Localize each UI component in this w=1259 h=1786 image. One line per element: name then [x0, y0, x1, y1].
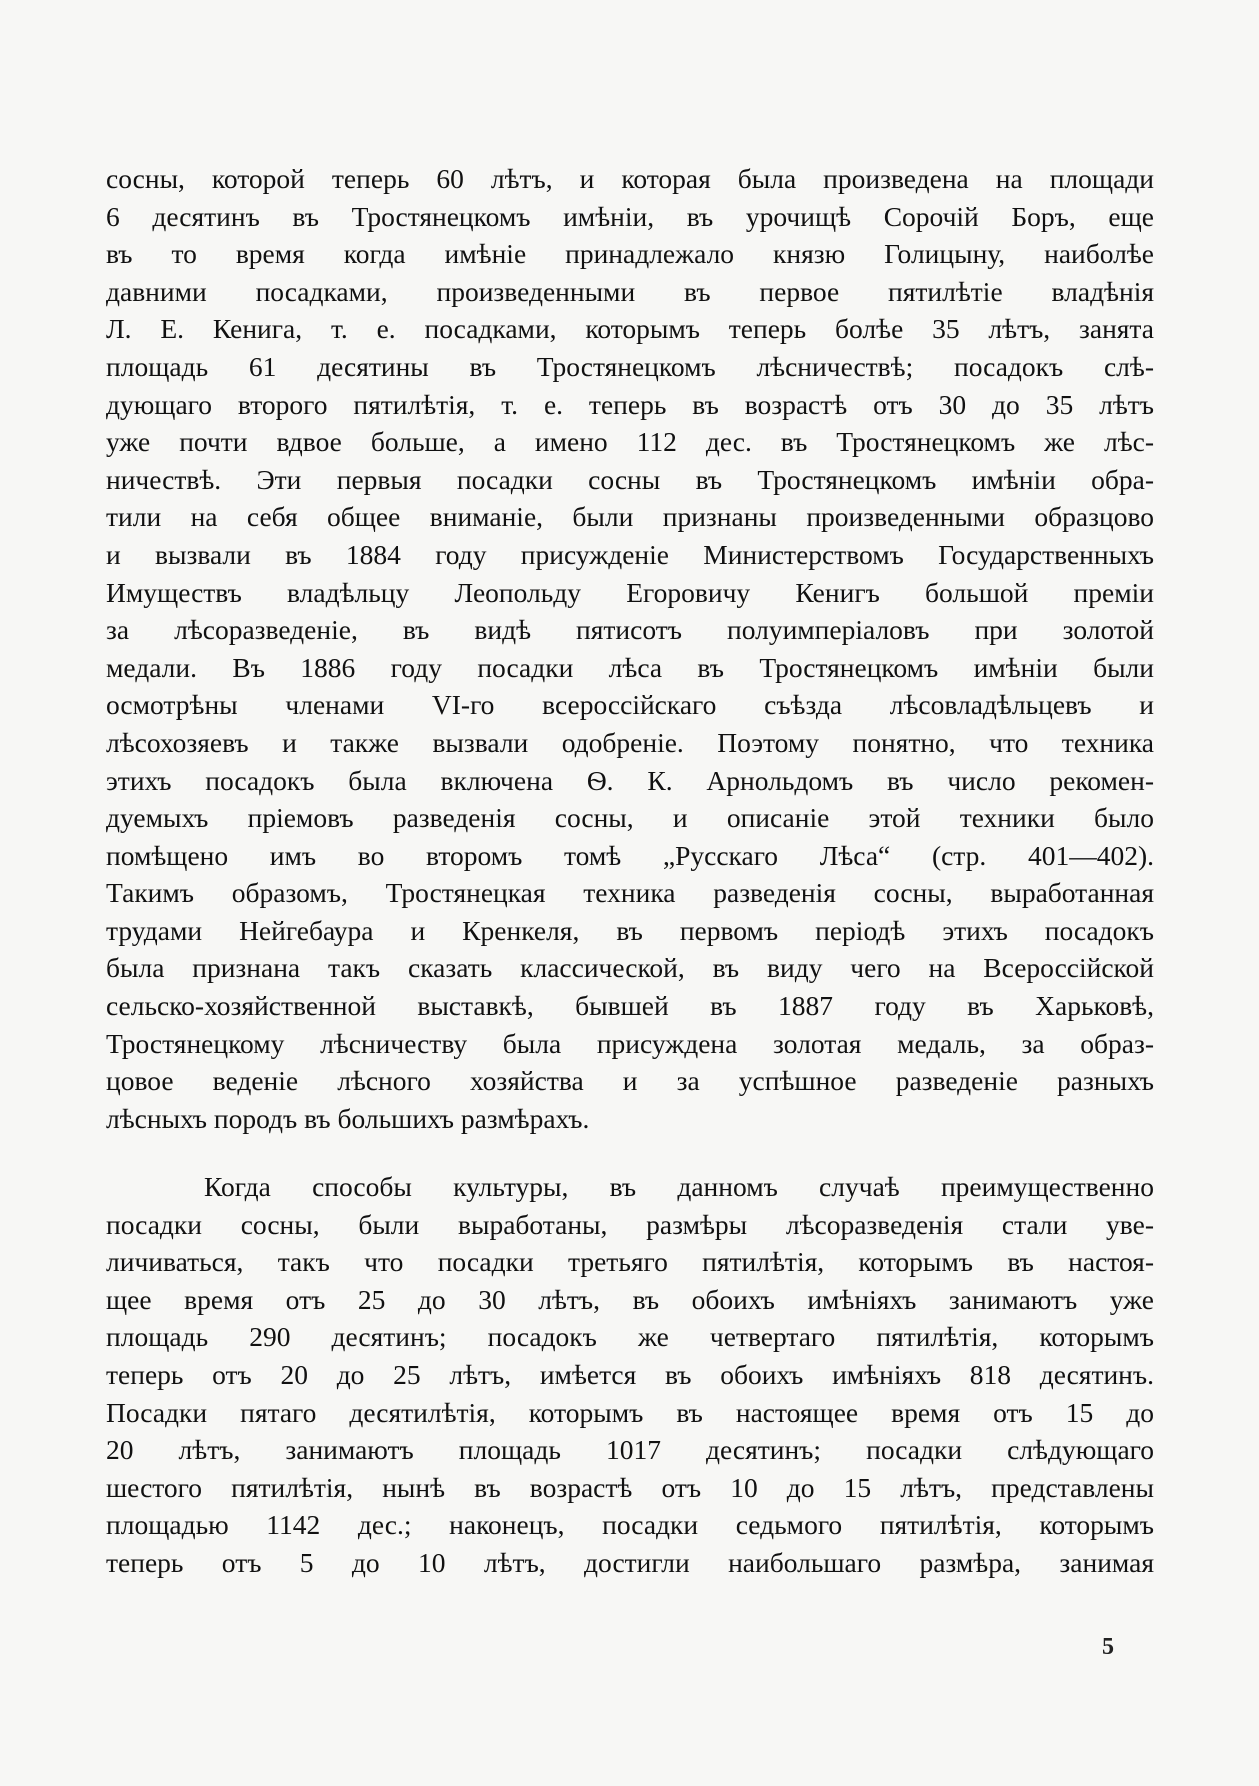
text-line: Тростянецкому лѣсничеству была присуждена золотая медаль, за образ-: [106, 1027, 1154, 1059]
text-line: сельско-хозяйственной выставкѣ, бывшей въ 1887 году въ Харьковѣ,: [106, 990, 1154, 1022]
text-line: площадью 1142 дес.; наконецъ, посадки седьмого пятилѣтія, которымъ: [106, 1509, 1154, 1541]
text-line: 20 лѣтъ, занимаютъ площадь 1017 десятинъ; посадки слѣдующаго: [106, 1434, 1154, 1466]
text-line: площадь 61 десятины въ Тростянецкомъ лѣсничествѣ; посадокъ слѣ-: [106, 350, 1154, 382]
text-line: Имуществъ владѣльцу Леопольду Егоровичу Кенигъ большой преміи: [106, 576, 1154, 608]
paragraph-1: [106, 160, 1154, 1137]
text-line: лѣсохозяевъ и также вызвали одобреніе. Поэтому понятно, что техника: [106, 726, 1154, 758]
text-line: ничествѣ. Эти первыя посадки сосны въ Тростянецкомъ имѣніи обра-: [106, 463, 1154, 495]
text-line: посадки сосны, были выработаны, размѣры лѣсоразведенія стали уве-: [106, 1208, 1154, 1240]
text-line: Когда способы культуры, въ данномъ случаѣ преимущественно: [204, 1171, 1154, 1202]
text-line: площадь 290 десятинъ; посадокъ же четвертаго пятилѣтія, которымъ: [106, 1321, 1154, 1353]
text-line: щее время отъ 25 до 30 лѣтъ, въ обоихъ имѣніяхъ занимаютъ уже: [106, 1283, 1154, 1315]
text-line: шестого пятилѣтія, нынѣ въ возрастѣ отъ 10 до 15 лѣтъ, представлены: [106, 1471, 1154, 1503]
text-line: медали. Въ 1886 году посадки лѣса въ Тростянецкомъ имѣніи были: [106, 651, 1154, 683]
page-number: 5: [1102, 1634, 1114, 1660]
text-line: и вызвали въ 1884 году присужденіе Министерствомъ Государственныхъ: [106, 538, 1154, 570]
text-line: дующаго второго пятилѣтія, т. е. теперь въ возрастѣ отъ 30 до 35 лѣтъ: [106, 388, 1154, 420]
text-line: въ то время когда имѣніе принадлежало князю Голицыну, наиболѣе: [106, 238, 1154, 270]
text-line: теперь отъ 20 до 25 лѣтъ, имѣется въ обоихъ имѣніяхъ 818 десятинъ.: [106, 1358, 1154, 1390]
text-line: дуемыхъ пріемовъ разведенія сосны, и описаніе этой техники было: [106, 802, 1154, 834]
text-line: Посадки пятаго десятилѣтія, которымъ въ настоящее время отъ 15 до: [106, 1396, 1154, 1428]
text-line: цовое веденіе лѣсного хозяйства и за успѣшное разведеніе разныхъ: [106, 1065, 1154, 1097]
text-line: осмотрѣны членами VI-го всероссійскаго съѣзда лѣсовладѣльцевъ и: [106, 689, 1154, 721]
paragraph-2: [106, 1168, 1154, 1582]
text-line: тили на себя общее вниманіе, были признаны произведенными образцово: [106, 501, 1154, 533]
text-line: теперь отъ 5 до 10 лѣтъ, достигли наибольшаго размѣра, занимая: [106, 1546, 1154, 1578]
text-line: помѣщено имъ во второмъ томѣ „Русскаго Лѣса“ (стр. 401—402).: [106, 839, 1154, 871]
text-line: личиваться, такъ что посадки третьяго пятилѣтія, которымъ въ настоя-: [106, 1246, 1154, 1278]
text-line: 6 десятинъ въ Тростянецкомъ имѣніи, въ урочищѣ Сорочій Боръ, еще: [106, 200, 1154, 232]
text-line: сосны, которой теперь 60 лѣтъ, и которая была произведена на площади: [106, 163, 1154, 194]
text-line: уже почти вдвое больше, а имено 112 дес. въ Тростянецкомъ же лѣс-: [106, 426, 1154, 458]
text-line: лѣсныхъ породъ въ большихъ размѣрахъ.: [106, 1102, 590, 1134]
text-line: давними посадками, произведенными въ первое пятилѣтіе владѣнія: [106, 275, 1154, 307]
text-line: Л. Е. Кенига, т. е. посадками, которымъ теперь болѣе 35 лѣтъ, занята: [106, 313, 1154, 345]
text-line: за лѣсоразведеніе, въ видѣ пятисотъ полуимперіаловъ при золотой: [106, 614, 1154, 646]
text-line: была признана такъ сказать классической, въ виду чего на Всероссійской: [106, 952, 1154, 984]
text-line: Такимъ образомъ, Тростянецкая техника разведенія сосны, выработанная: [106, 877, 1154, 909]
text-line: трудами Нейгебаура и Кренкеля, въ первомъ періодѣ этихъ посадокъ: [106, 914, 1154, 946]
text-line: этихъ посадокъ была включена Ѳ. К. Арнольдомъ въ число рекомен-: [106, 764, 1154, 796]
